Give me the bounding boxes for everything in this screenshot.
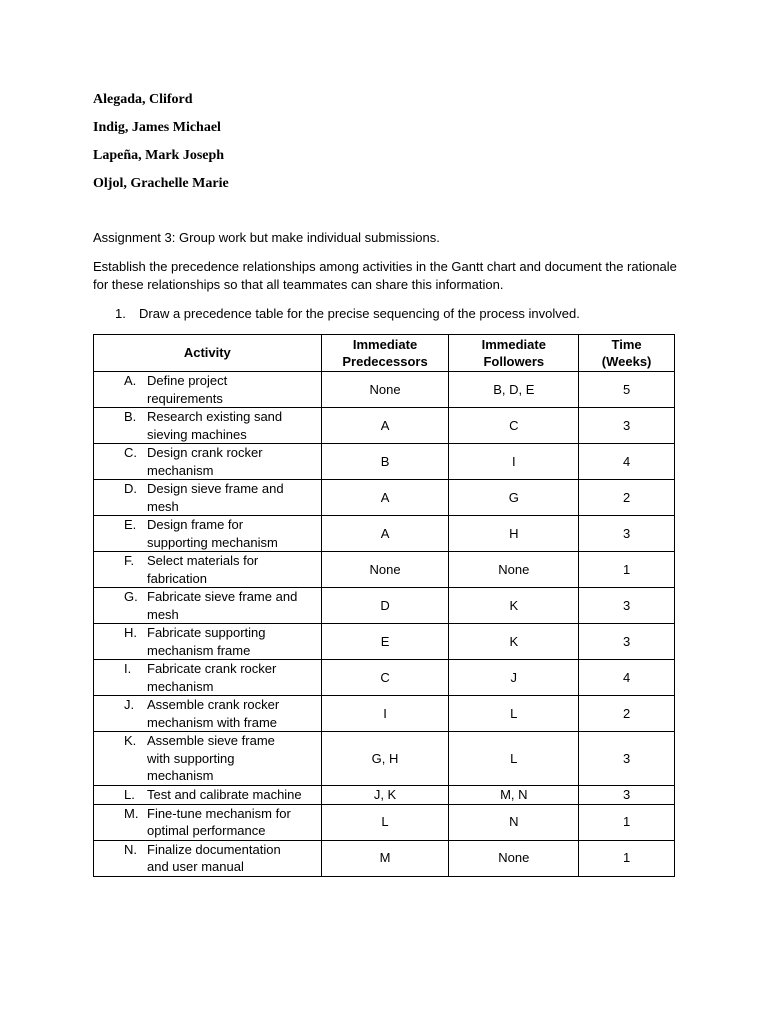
activity-description: Select materials for fabrication xyxy=(147,553,259,586)
activity-cell xyxy=(94,786,322,805)
time-cell: 1 xyxy=(579,804,675,840)
activity-description: Finalize documentation and user manual xyxy=(147,841,281,874)
author-name: Alegada, Cliford xyxy=(93,92,193,107)
author-list xyxy=(93,86,229,198)
time-cell: 3 xyxy=(579,786,675,805)
activity-letter: E. xyxy=(124,517,137,532)
activity-letter: I. xyxy=(124,661,132,676)
time-cell: 3 xyxy=(579,624,675,660)
activity-cell xyxy=(94,804,322,840)
activity-description: Assemble sieve frame with supporting mechanism xyxy=(147,733,275,784)
time-cell: 1 xyxy=(579,840,675,876)
activity-description: Assemble crank rocker mechanism with frame xyxy=(147,697,280,730)
predecessors-cell: None xyxy=(321,552,449,588)
table-row xyxy=(94,786,675,805)
table-row xyxy=(94,480,675,516)
column-header-followers: Immediate Followers xyxy=(449,335,579,372)
followers-cell: K xyxy=(449,588,579,624)
activity-letter: J. xyxy=(124,697,135,712)
followers-cell: I xyxy=(449,444,579,480)
activity-letter: F. xyxy=(124,553,135,568)
activity-description: Research existing sand sieving machines xyxy=(147,409,283,442)
predecessors-cell: A xyxy=(321,408,449,444)
predecessors-cell: L xyxy=(321,804,449,840)
activity-letter: G. xyxy=(124,589,138,604)
predecessors-cell: I xyxy=(321,696,449,732)
activity-letter: B. xyxy=(124,409,137,424)
instructions-paragraph: Establish the precedence relationships among activities in the Gantt chart and document the rationale for these relationships so that all teammates can share this information. xyxy=(93,259,677,292)
activity-cell xyxy=(94,444,322,480)
activity-cell xyxy=(94,696,322,732)
activity-cell xyxy=(94,732,322,786)
table-row xyxy=(94,372,675,408)
table-header-row xyxy=(94,335,675,372)
activity-cell xyxy=(94,624,322,660)
precedence-table xyxy=(93,334,675,877)
activity-cell xyxy=(94,480,322,516)
item-number: 1. xyxy=(115,306,126,321)
time-cell: 2 xyxy=(579,480,675,516)
followers-cell: L xyxy=(449,732,579,786)
activity-letter: H. xyxy=(124,625,137,640)
time-cell: 4 xyxy=(579,660,675,696)
numbered-item xyxy=(115,305,580,323)
predecessors-cell: G, H xyxy=(321,732,449,786)
table-row xyxy=(94,444,675,480)
activity-letter: L. xyxy=(124,787,135,802)
table-row xyxy=(94,840,675,876)
predecessors-cell: C xyxy=(321,660,449,696)
time-cell: 1 xyxy=(579,552,675,588)
activity-description: Define project requirements xyxy=(147,373,228,406)
table-row xyxy=(94,660,675,696)
followers-cell: J xyxy=(449,660,579,696)
activity-description: Design sieve frame and mesh xyxy=(147,481,284,514)
activity-description: Fabricate supporting mechanism frame xyxy=(147,625,266,658)
assignment-line: Assignment 3: Group work but make individual submissions. xyxy=(93,230,440,245)
table-row xyxy=(94,804,675,840)
author-name: Oljol, Grachelle Marie xyxy=(93,176,229,191)
table-row xyxy=(94,696,675,732)
activity-description: Test and calibrate machine xyxy=(147,787,302,802)
followers-cell: H xyxy=(449,516,579,552)
activity-letter: K. xyxy=(124,733,137,749)
activity-cell xyxy=(94,840,322,876)
activity-cell xyxy=(94,552,322,588)
activity-letter: M. xyxy=(124,805,139,821)
activity-description: Design crank rocker mechanism xyxy=(147,445,263,478)
followers-cell: G xyxy=(449,480,579,516)
time-cell: 3 xyxy=(579,408,675,444)
table-row xyxy=(94,516,675,552)
time-cell: 3 xyxy=(579,732,675,786)
followers-cell: None xyxy=(449,840,579,876)
time-cell: 3 xyxy=(579,588,675,624)
predecessors-cell: D xyxy=(321,588,449,624)
time-cell: 3 xyxy=(579,516,675,552)
column-header-time: Time (Weeks) xyxy=(579,335,675,372)
activity-cell xyxy=(94,660,322,696)
table-row xyxy=(94,552,675,588)
activity-cell xyxy=(94,408,322,444)
activity-letter: C. xyxy=(124,445,137,460)
time-cell: 4 xyxy=(579,444,675,480)
followers-cell: C xyxy=(449,408,579,444)
author-name: Lapeña, Mark Joseph xyxy=(93,148,225,163)
table-row xyxy=(94,408,675,444)
predecessors-cell: J, K xyxy=(321,786,449,805)
table-body xyxy=(94,372,675,877)
column-header-predecessors: Immediate Predecessors xyxy=(321,335,449,372)
predecessors-cell: B xyxy=(321,444,449,480)
followers-cell: None xyxy=(449,552,579,588)
activity-cell xyxy=(94,372,322,408)
activity-letter: N. xyxy=(124,841,137,857)
predecessors-cell: None xyxy=(321,372,449,408)
activity-description: Fabricate crank rocker mechanism xyxy=(147,661,277,694)
author-name: Indig, James Michael xyxy=(93,120,221,135)
activity-letter: D. xyxy=(124,481,137,496)
table-row xyxy=(94,624,675,660)
table-row xyxy=(94,732,675,786)
followers-cell: M, N xyxy=(449,786,579,805)
activity-description: Design frame for supporting mechanism xyxy=(147,517,278,550)
activity-letter: A. xyxy=(124,373,137,388)
time-cell: 5 xyxy=(579,372,675,408)
item-text: Draw a precedence table for the precise sequencing of the process involved. xyxy=(139,306,580,321)
followers-cell: K xyxy=(449,624,579,660)
activity-description: Fine-tune mechanism for optimal performance xyxy=(147,805,291,838)
followers-cell: B, D, E xyxy=(449,372,579,408)
followers-cell: L xyxy=(449,696,579,732)
activity-description: Fabricate sieve frame and mesh xyxy=(147,589,298,622)
activity-cell xyxy=(94,588,322,624)
predecessors-cell: E xyxy=(321,624,449,660)
predecessors-cell: M xyxy=(321,840,449,876)
predecessors-cell: A xyxy=(321,516,449,552)
table-row xyxy=(94,588,675,624)
predecessors-cell: A xyxy=(321,480,449,516)
followers-cell: N xyxy=(449,804,579,840)
column-header-activity: Activity xyxy=(94,335,322,372)
activity-cell xyxy=(94,516,322,552)
time-cell: 2 xyxy=(579,696,675,732)
